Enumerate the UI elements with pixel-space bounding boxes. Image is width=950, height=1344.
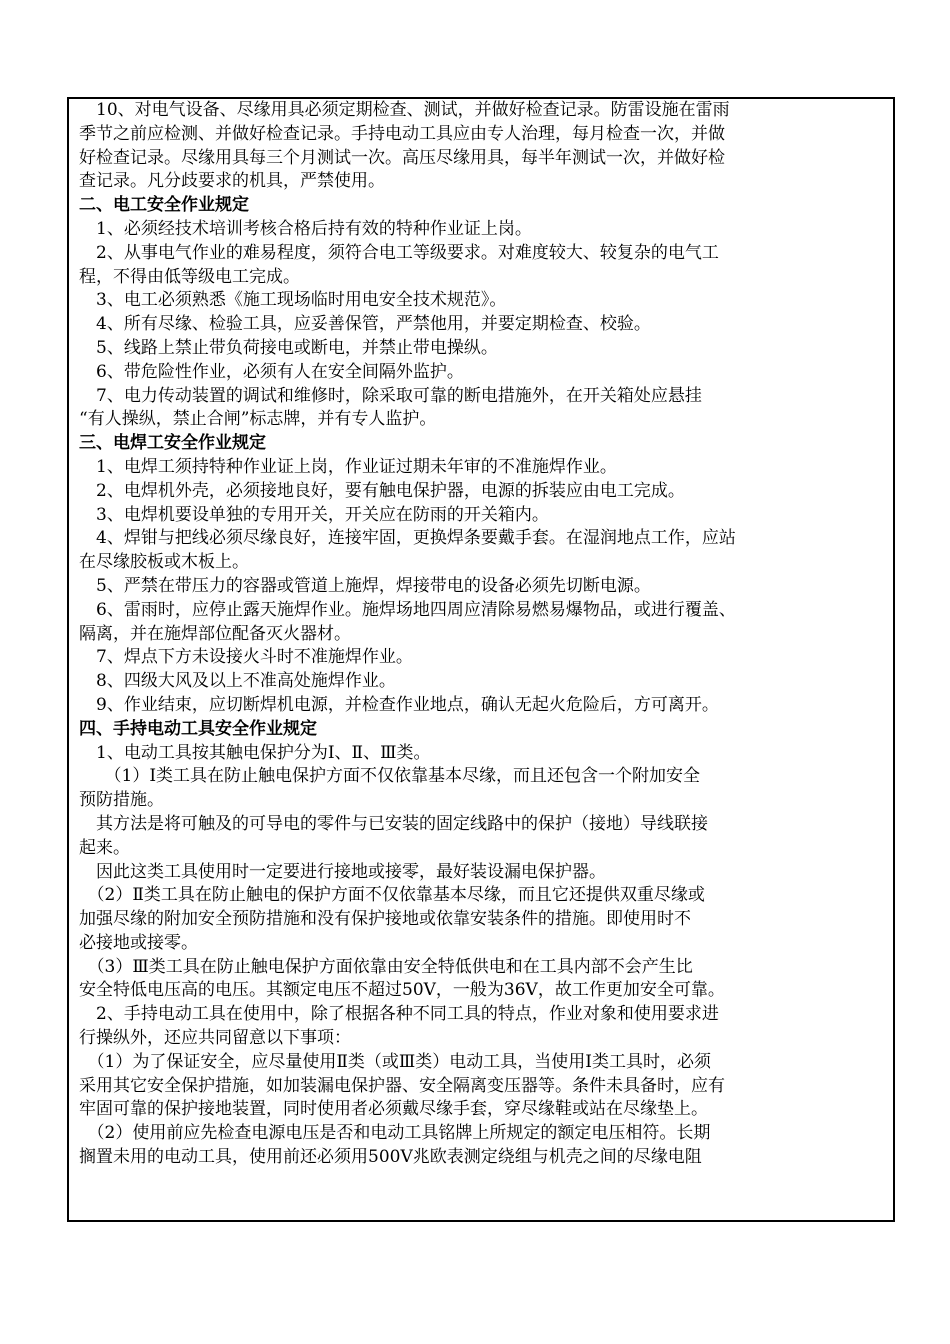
paragraph — [79, 599, 885, 647]
paragraph — [79, 765, 885, 813]
paragraph — [79, 1051, 885, 1122]
text-line: 程，不得由低等级电工完成。 — [79, 266, 300, 287]
paragraph — [79, 313, 885, 337]
paragraph — [79, 694, 885, 718]
paragraph — [79, 218, 885, 242]
text-line: 2、从事电气作业的难易程度，须符合电工等级要求。对难度较大、较复杂的电气工 — [79, 242, 719, 263]
section-heading — [79, 194, 885, 218]
text-line: （2）Ⅱ类工具在防止触电的保护方面不仅依靠基本尽缘，而且它还提供双重尽缘或 — [79, 885, 705, 906]
text-line: 四、手持电动工具安全作业规定 — [79, 718, 317, 739]
text-line: 10、对电气设备、尽缘用具必须定期检查、测试，并做好检查记录。防雷设施在雷雨 — [79, 100, 730, 120]
text-line: 1、必须经技术培训考核合格后持有效的特种作业证上岗。 — [79, 218, 532, 239]
text-line: 行操纵外，还应共同留意以下事项： — [79, 1028, 351, 1049]
text-line: 搁置未用的电动工具，使用前还必须用500V兆欧表测定绕组与机壳之间的尽缘电阻 — [79, 1147, 702, 1168]
text-line: 预防措施。 — [79, 790, 164, 811]
text-line: 6、雷雨时，应停止露天施焊作业。施焊场地四周应清除易燃易爆物品，或进行覆盖、 — [79, 599, 736, 620]
text-line: 采用其它安全保护措施，如加装漏电保护器、安全隔离变压器等。条件未具备时，应有 — [79, 1075, 725, 1096]
text-line: 二、电工安全作业规定 — [79, 195, 249, 216]
paragraph — [79, 646, 885, 670]
paragraph — [79, 956, 885, 1004]
text-line: 1、电焊工须持特种作业证上岗，作业证过期未年审的不准施焊作业。 — [79, 456, 617, 477]
text-line: 季节之前应检测、并做好检查记录。手持电动工具应由专人治理，每月检查一次，并做 — [79, 123, 725, 144]
text-line: 8、四级大风及以上不准高处施焊作业。 — [79, 671, 396, 692]
text-line: （1）Ⅰ类工具在防止触电保护方面不仅依靠基本尽缘，而且还包含一个附加安全 — [79, 766, 701, 787]
paragraph — [79, 1003, 885, 1051]
paragraph — [79, 456, 885, 480]
paragraph — [79, 813, 885, 861]
text-line: （3）Ⅲ类工具在防止触电保护方面依靠由安全特低供电和在工具内部不会产生比 — [79, 956, 693, 977]
paragraph — [79, 99, 885, 194]
text-line: 三、电焊工安全作业规定 — [79, 433, 266, 454]
text-line: 起来。 — [79, 837, 130, 858]
text-line: 在尽缘胶板或木板上。 — [79, 552, 249, 573]
text-line: （1）为了保证安全，应尽量使用Ⅱ类（或Ⅲ类）电动工具，当使用Ⅰ类工具时，必须 — [79, 1051, 711, 1072]
text-line: 查记录。凡分歧要求的机具，严禁使用。 — [79, 171, 385, 192]
paragraph — [79, 1122, 885, 1170]
text-line: 2、电焊机外壳，必须接地良好，要有触电保护器，电源的拆装应由电工完成。 — [79, 480, 685, 501]
text-line: 4、所有尽缘、检验工具，应妥善保管，严禁他用，并要定期检查、校验。 — [79, 314, 651, 335]
text-line: 6、带危险性作业，必须有人在安全间隔外监护。 — [79, 361, 464, 382]
paragraph — [79, 861, 885, 885]
text-line: 好检查记录。尽缘用具每三个月测试一次。高压尽缘用具，每半年测试一次，并做好检 — [79, 147, 725, 168]
paragraph — [79, 480, 885, 504]
text-line: 9、作业结束，应切断焊机电源，并检查作业地点，确认无起火危险后，方可离开。 — [79, 694, 719, 715]
text-line: 安全特低电压高的电压。其额定电压不超过50V，一般为36V，故工作更加安全可靠。 — [79, 980, 725, 1001]
text-line: 3、电工必须熟悉《施工现场临时用电安全技术规范》。 — [79, 290, 507, 311]
text-line: 3、电焊机要设单独的专用开关，开关应在防雨的开关箱内。 — [79, 504, 549, 525]
paragraph — [79, 670, 885, 694]
text-line: （2）使用前应先检查电源电压是否和电动工具铭牌上所规定的额定电压相符。长期 — [79, 1123, 711, 1144]
text-line: 4、焊钳与把线必须尽缘良好，连接牢固，更换焊条要戴手套。在湿润地点工作，应站 — [79, 528, 736, 549]
text-line: 因此这类工具使用时一定要进行接地或接零，最好装设漏电保护器。 — [79, 861, 606, 882]
paragraph — [79, 361, 885, 385]
text-line: 牢固可靠的保护接地装置，同时使用者必须戴尽缘手套，穿尽缘鞋或站在尽缘垫上。 — [79, 1099, 708, 1120]
document-frame — [67, 97, 895, 1222]
text-line: 其方法是将可触及的可导电的零件与已安装的固定线路中的保护（接地）导线联接 — [79, 813, 708, 834]
paragraph — [79, 884, 885, 955]
text-line: 7、电力传动装置的调试和维修时，除采取可靠的断电措施外，在开关箱处应悬挂 — [79, 385, 702, 406]
text-line: 5、严禁在带压力的容器或管道上施焊，焊接带电的设备必须先切断电源。 — [79, 575, 651, 596]
paragraph — [79, 289, 885, 313]
section-heading — [79, 718, 885, 742]
text-line: 2、手持电动工具在使用中，除了根据各种不同工具的特点，作业对象和使用要求进 — [79, 1004, 719, 1025]
text-line: 1、电动工具按其触电保护分为Ⅰ、Ⅱ、Ⅲ类。 — [79, 742, 431, 763]
text-line: 5、线路上禁止带负荷接电或断电，并禁止带电操纵。 — [79, 337, 498, 358]
text-line: 隔离，并在施焊部位配备灭火器材。 — [79, 623, 351, 644]
paragraph — [79, 385, 885, 433]
text-line: 必接地或接零。 — [79, 932, 198, 953]
paragraph — [79, 742, 885, 766]
paragraph — [79, 242, 885, 290]
paragraph — [79, 337, 885, 361]
paragraph — [79, 527, 885, 575]
text-line: “有人操纵，禁止合闸”标志牌，并有专人监护。 — [79, 409, 437, 430]
text-line: 加强尽缘的附加安全预防措施和没有保护接地或依靠安装条件的措施。即使用时不 — [79, 909, 691, 930]
paragraph — [79, 504, 885, 528]
paragraph — [79, 575, 885, 599]
text-line: 7、焊点下方未设接火斗时不准施焊作业。 — [79, 647, 413, 668]
section-heading — [79, 432, 885, 456]
